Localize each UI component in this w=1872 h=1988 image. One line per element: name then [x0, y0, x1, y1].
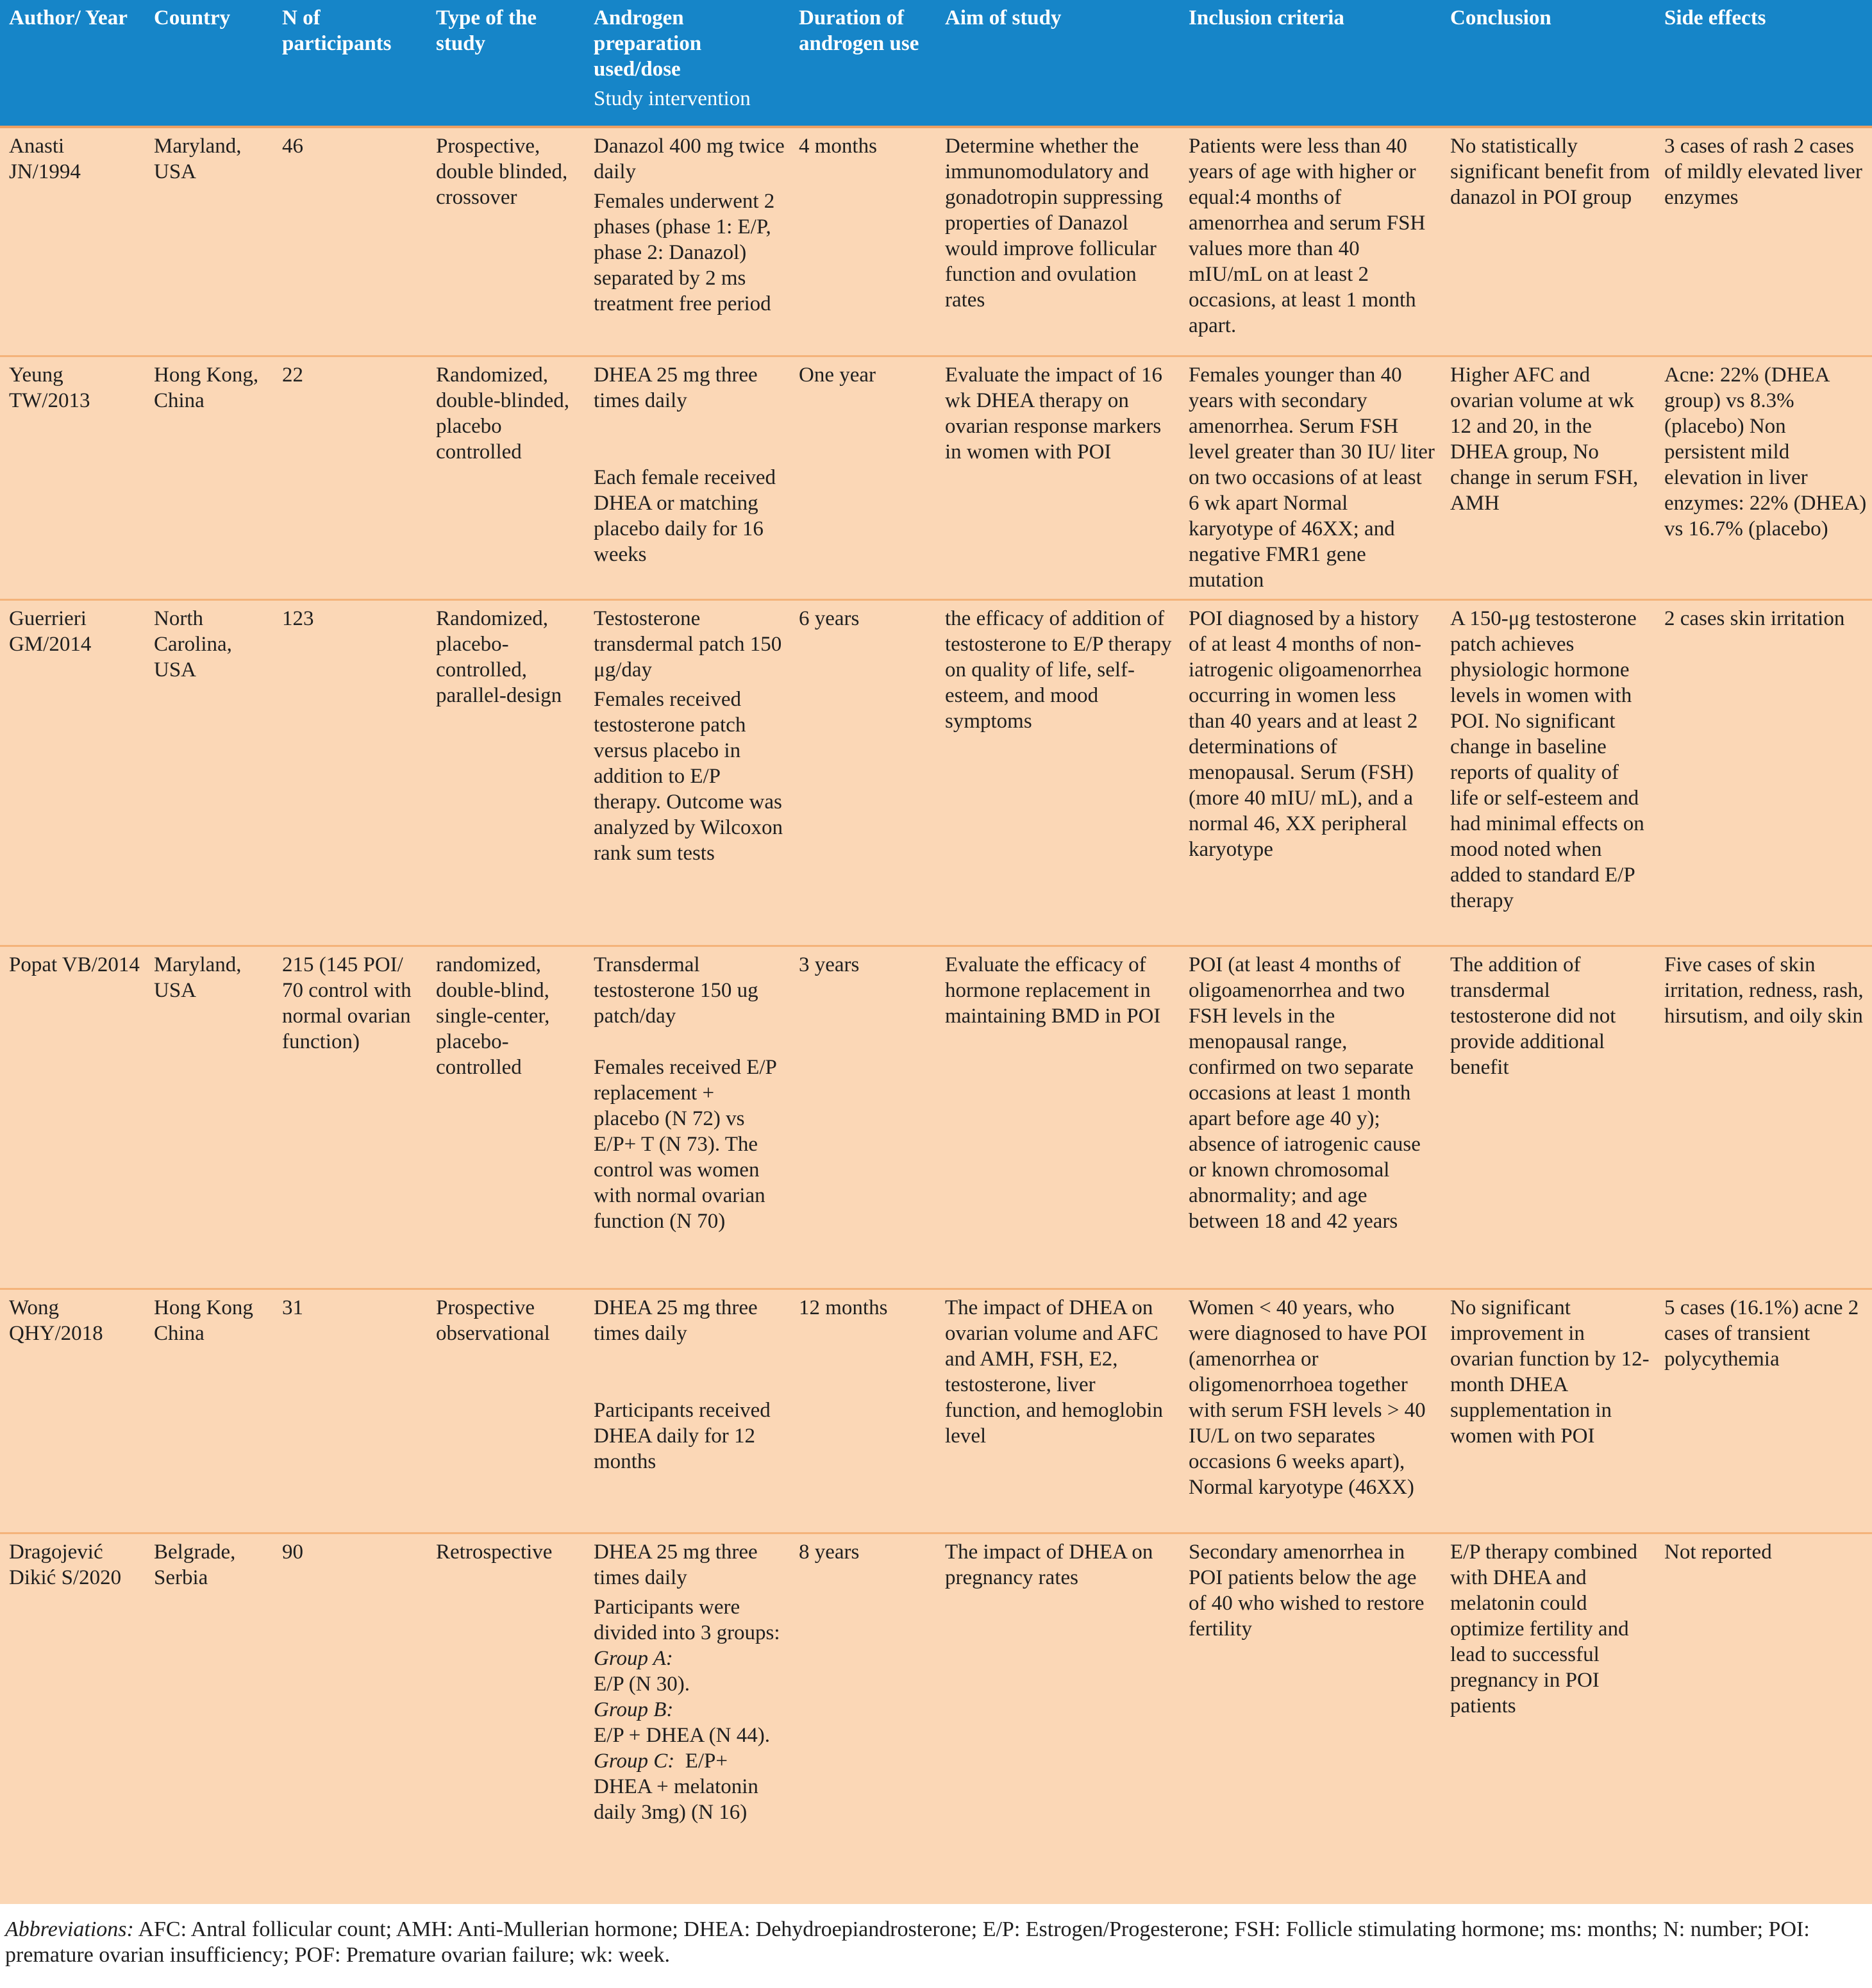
cell-inclusion: POI diagnosed by a history of at least 4 months of non-iatrogenic oligoamenorrhea occurring in women less than 40 years and at least 2 determinations of menopausal. Serum (FSH) (more 40 mIU/ mL), and a normal 46, XX peripheral karyotype [1180, 599, 1441, 946]
cell-n: 123 [273, 599, 427, 946]
cell-author: Yeung TW/2013 [0, 356, 145, 599]
cell-duration: 6 years [790, 599, 936, 946]
header-duration: Duration of androgen use [790, 0, 936, 127]
cell-n: 215 (145 POI/ 70 control with normal ovarian function) [273, 946, 427, 1289]
cell-inclusion: POI (at least 4 months of oligoamenorrhea and two FSH levels in the menopausal range, confirmed on two separate occasions at least 1 month apart before age 40 y); absence of iatrogenic cause or known chromosomal abnormality; and age between 18 and 42 years [1180, 946, 1441, 1289]
table-row [0, 599, 1872, 946]
group-a-label: Group A: [594, 1646, 673, 1670]
cell-aim: Determine whether the immunomodulatory and gonadotropin suppressing properties of Danazol would improve follicular function and ovulation rates [936, 127, 1180, 356]
cell-prep [585, 127, 790, 356]
cell-prep [585, 1289, 790, 1533]
cell-aim: The impact of DHEA on ovarian volume and AFC and AMH, FSH, E2, testosterone, liver function, and hemoglobin level [936, 1289, 1180, 1533]
header-prep-label: Androgen preparation used/dose [594, 6, 702, 81]
prep-intervention-intro: Participants were divided into 3 groups: [594, 1595, 780, 1644]
cell-duration: 4 months [790, 127, 936, 356]
cell-duration: One year [790, 356, 936, 599]
cell-aim: The impact of DHEA on pregnancy rates [936, 1533, 1180, 1904]
cell-duration: 8 years [790, 1533, 936, 1904]
header-conclusion: Conclusion [1441, 0, 1655, 127]
group-a-text: E/P (N 30). [594, 1672, 690, 1696]
group-c-label: Group C: [594, 1749, 675, 1773]
prep-intervention: Females received testosterone patch versus placebo in addition to E/P therapy. Outcome was analyzed by Wilcoxon rank sum tests [594, 687, 783, 865]
footnote-text: AFC: Antral follicular count; AMH: Anti-Mullerian hormone; DHEA: Dehydroepiandrosterone; E/P: Estrogen/Progesterone; FSH: Follicle stimulating hormone; ms: months; N: number; POI: premature ovarian insufficiency; POF: Premature ovarian failure; wk: week. [5, 1917, 1810, 1967]
header-aim: Aim of study [936, 0, 1180, 127]
prep-intervention: Participants received DHEA daily for 12 months [594, 1398, 771, 1473]
cell-inclusion: Women < 40 years, who were diagnosed to have POI (amenorrhea or oligomenorrhoea together with serum FSH levels > 40 IU/L on two separates occasions 6 weeks apart), Normal karyotype (46XX) [1180, 1289, 1441, 1533]
cell-author: Anasti JN/1994 [0, 127, 145, 356]
cell-duration: 3 years [790, 946, 936, 1289]
header-side-effects: Side effects [1655, 0, 1872, 127]
cell-conclusion: Higher AFC and ovarian volume at wk 12 and 20, in the DHEA group, No change in serum FSH, AMH [1441, 356, 1655, 599]
prep-dose: Transdermal testosterone 150 ug patch/day [594, 953, 758, 1028]
group-c-line [594, 1748, 785, 1825]
cell-country: Belgrade, Serbia [145, 1533, 273, 1904]
cell-author: Dragojević Dikić S/2020 [0, 1533, 145, 1904]
group-b-label: Group B: [594, 1698, 674, 1721]
cell-side-effects: 2 cases skin irritation [1655, 599, 1872, 946]
group-c-text: E/P+ DHEA + melatonin daily 3mg) (N 16) [594, 1749, 758, 1824]
cell-type: Randomized, double-blinded, placebo controlled [427, 356, 585, 599]
cell-conclusion: The addition of transdermal testosterone did not provide additional benefit [1441, 946, 1655, 1289]
table-row [0, 1289, 1872, 1533]
cell-n: 22 [273, 356, 427, 599]
table-row [0, 356, 1872, 599]
cell-type: Prospective observational [427, 1289, 585, 1533]
cell-side-effects: 5 cases (16.1%) acne 2 cases of transient polycythemia [1655, 1289, 1872, 1533]
prep-intervention: Each female received DHEA or matching placebo daily for 16 weeks [594, 465, 776, 566]
table-row [0, 946, 1872, 1289]
cell-duration: 12 months [790, 1289, 936, 1533]
cell-n: 90 [273, 1533, 427, 1904]
cell-inclusion: Secondary amenorrhea in POI patients below the age of 40 who wished to restore fertility [1180, 1533, 1441, 1904]
cell-type: Randomized, placebo-controlled, parallel-design [427, 599, 585, 946]
header-study-type: Type of the study [427, 0, 585, 127]
header-prep-sublabel: Study intervention [594, 87, 751, 110]
table-row [0, 127, 1872, 356]
cell-side-effects: Acne: 22% (DHEA group) vs 8.3% (placebo) Non persistent mild elevation in liver enzymes: 22% (DHEA) vs 16.7% (placebo) [1655, 356, 1872, 599]
cell-author: Guerrieri GM/2014 [0, 599, 145, 946]
prep-dose: DHEA 25 mg three times daily [594, 1296, 758, 1345]
cell-aim: Evaluate the impact of 16 wk DHEA therapy on ovarian response markers in women with POI [936, 356, 1180, 599]
cell-author: Popat VB/2014 [0, 946, 145, 1289]
cell-n: 31 [273, 1289, 427, 1533]
prep-dose: Danazol 400 mg twice daily [594, 135, 785, 183]
table-row [0, 1533, 1872, 1904]
cell-aim: Evaluate the efficacy of hormone replacement in maintaining BMD in POI [936, 946, 1180, 1289]
cell-aim: the efficacy of addition of testosterone to E/P therapy on quality of life, self-esteem, and mood symptoms [936, 599, 1180, 946]
cell-conclusion: E/P therapy combined with DHEA and melatonin could optimize fertility and lead to successful pregnancy in POI patients [1441, 1533, 1655, 1904]
table-header [0, 0, 1872, 127]
cell-side-effects: Five cases of skin irritation, redness, rash, hirsutism, and oily skin [1655, 946, 1872, 1289]
abbreviations-footnote [5, 1917, 1864, 1968]
prep-intervention: Females underwent 2 phases (phase 1: E/P, phase 2: Danazol) separated by 2 ms treatment free period [594, 190, 775, 315]
cell-type: Retrospective [427, 1533, 585, 1904]
cell-prep [585, 356, 790, 599]
cell-prep [585, 946, 790, 1289]
group-b-text: E/P + DHEA (N 44). [594, 1723, 770, 1747]
header-inclusion: Inclusion criteria [1180, 0, 1441, 127]
cell-country: Maryland, USA [145, 946, 273, 1289]
prep-dose: DHEA 25 mg three times daily [594, 363, 758, 412]
cell-prep [585, 1533, 790, 1904]
cell-conclusion: No statistically significant benefit from danazol in POI group [1441, 127, 1655, 356]
prep-dose: Testosterone transdermal patch 150 μg/day [594, 606, 782, 681]
cell-side-effects: Not reported [1655, 1533, 1872, 1904]
cell-type: randomized, double-blind, single-center, placebo-controlled [427, 946, 585, 1289]
cell-conclusion: No significant improvement in ovarian function by 12-month DHEA supplementation in women with POI [1441, 1289, 1655, 1533]
cell-n: 46 [273, 127, 427, 356]
cell-country: Hong Kong, China [145, 356, 273, 599]
footnote-label: Abbreviations: [5, 1917, 134, 1941]
header-author-year: Author/ Year [0, 0, 145, 127]
cell-prep [585, 599, 790, 946]
cell-inclusion: Females younger than 40 years with secondary amenorrhea. Serum FSH level greater than 30 IU/ liter on two occasions of at least 6 wk apart Normal karyotype of 46XX; and negative FMR1 gene mutation [1180, 356, 1441, 599]
prep-dose: DHEA 25 mg three times daily [594, 1540, 758, 1589]
header-androgen-preparation [585, 0, 790, 127]
cell-author: Wong QHY/2018 [0, 1289, 145, 1533]
cell-country: Maryland, USA [145, 127, 273, 356]
header-country: Country [145, 0, 273, 127]
cell-side-effects: 3 cases of rash 2 cases of mildly elevated liver enzymes [1655, 127, 1872, 356]
cell-country: North Carolina, USA [145, 599, 273, 946]
cell-country: Hong Kong China [145, 1289, 273, 1533]
header-n-participants: N of participants [273, 0, 427, 127]
cell-type: Prospective, double blinded, crossover [427, 127, 585, 356]
cell-inclusion: Patients were less than 40 years of age with higher or equal:4 months of amenorrhea and serum FSH values more than 40 mIU/mL on at least 2 occasions, at least 1 month apart. [1180, 127, 1441, 356]
cell-conclusion: A 150-μg testosterone patch achieves physiologic hormone levels in women with POI. No significant change in baseline reports of quality of life or self-esteem and had minimal effects on mood noted when added to standard E/P therapy [1441, 599, 1655, 946]
prep-intervention: Females received E/P replacement + placebo (N 72) vs E/P+ T (N 73). The control was women with normal ovarian function (N 70) [594, 1055, 776, 1233]
